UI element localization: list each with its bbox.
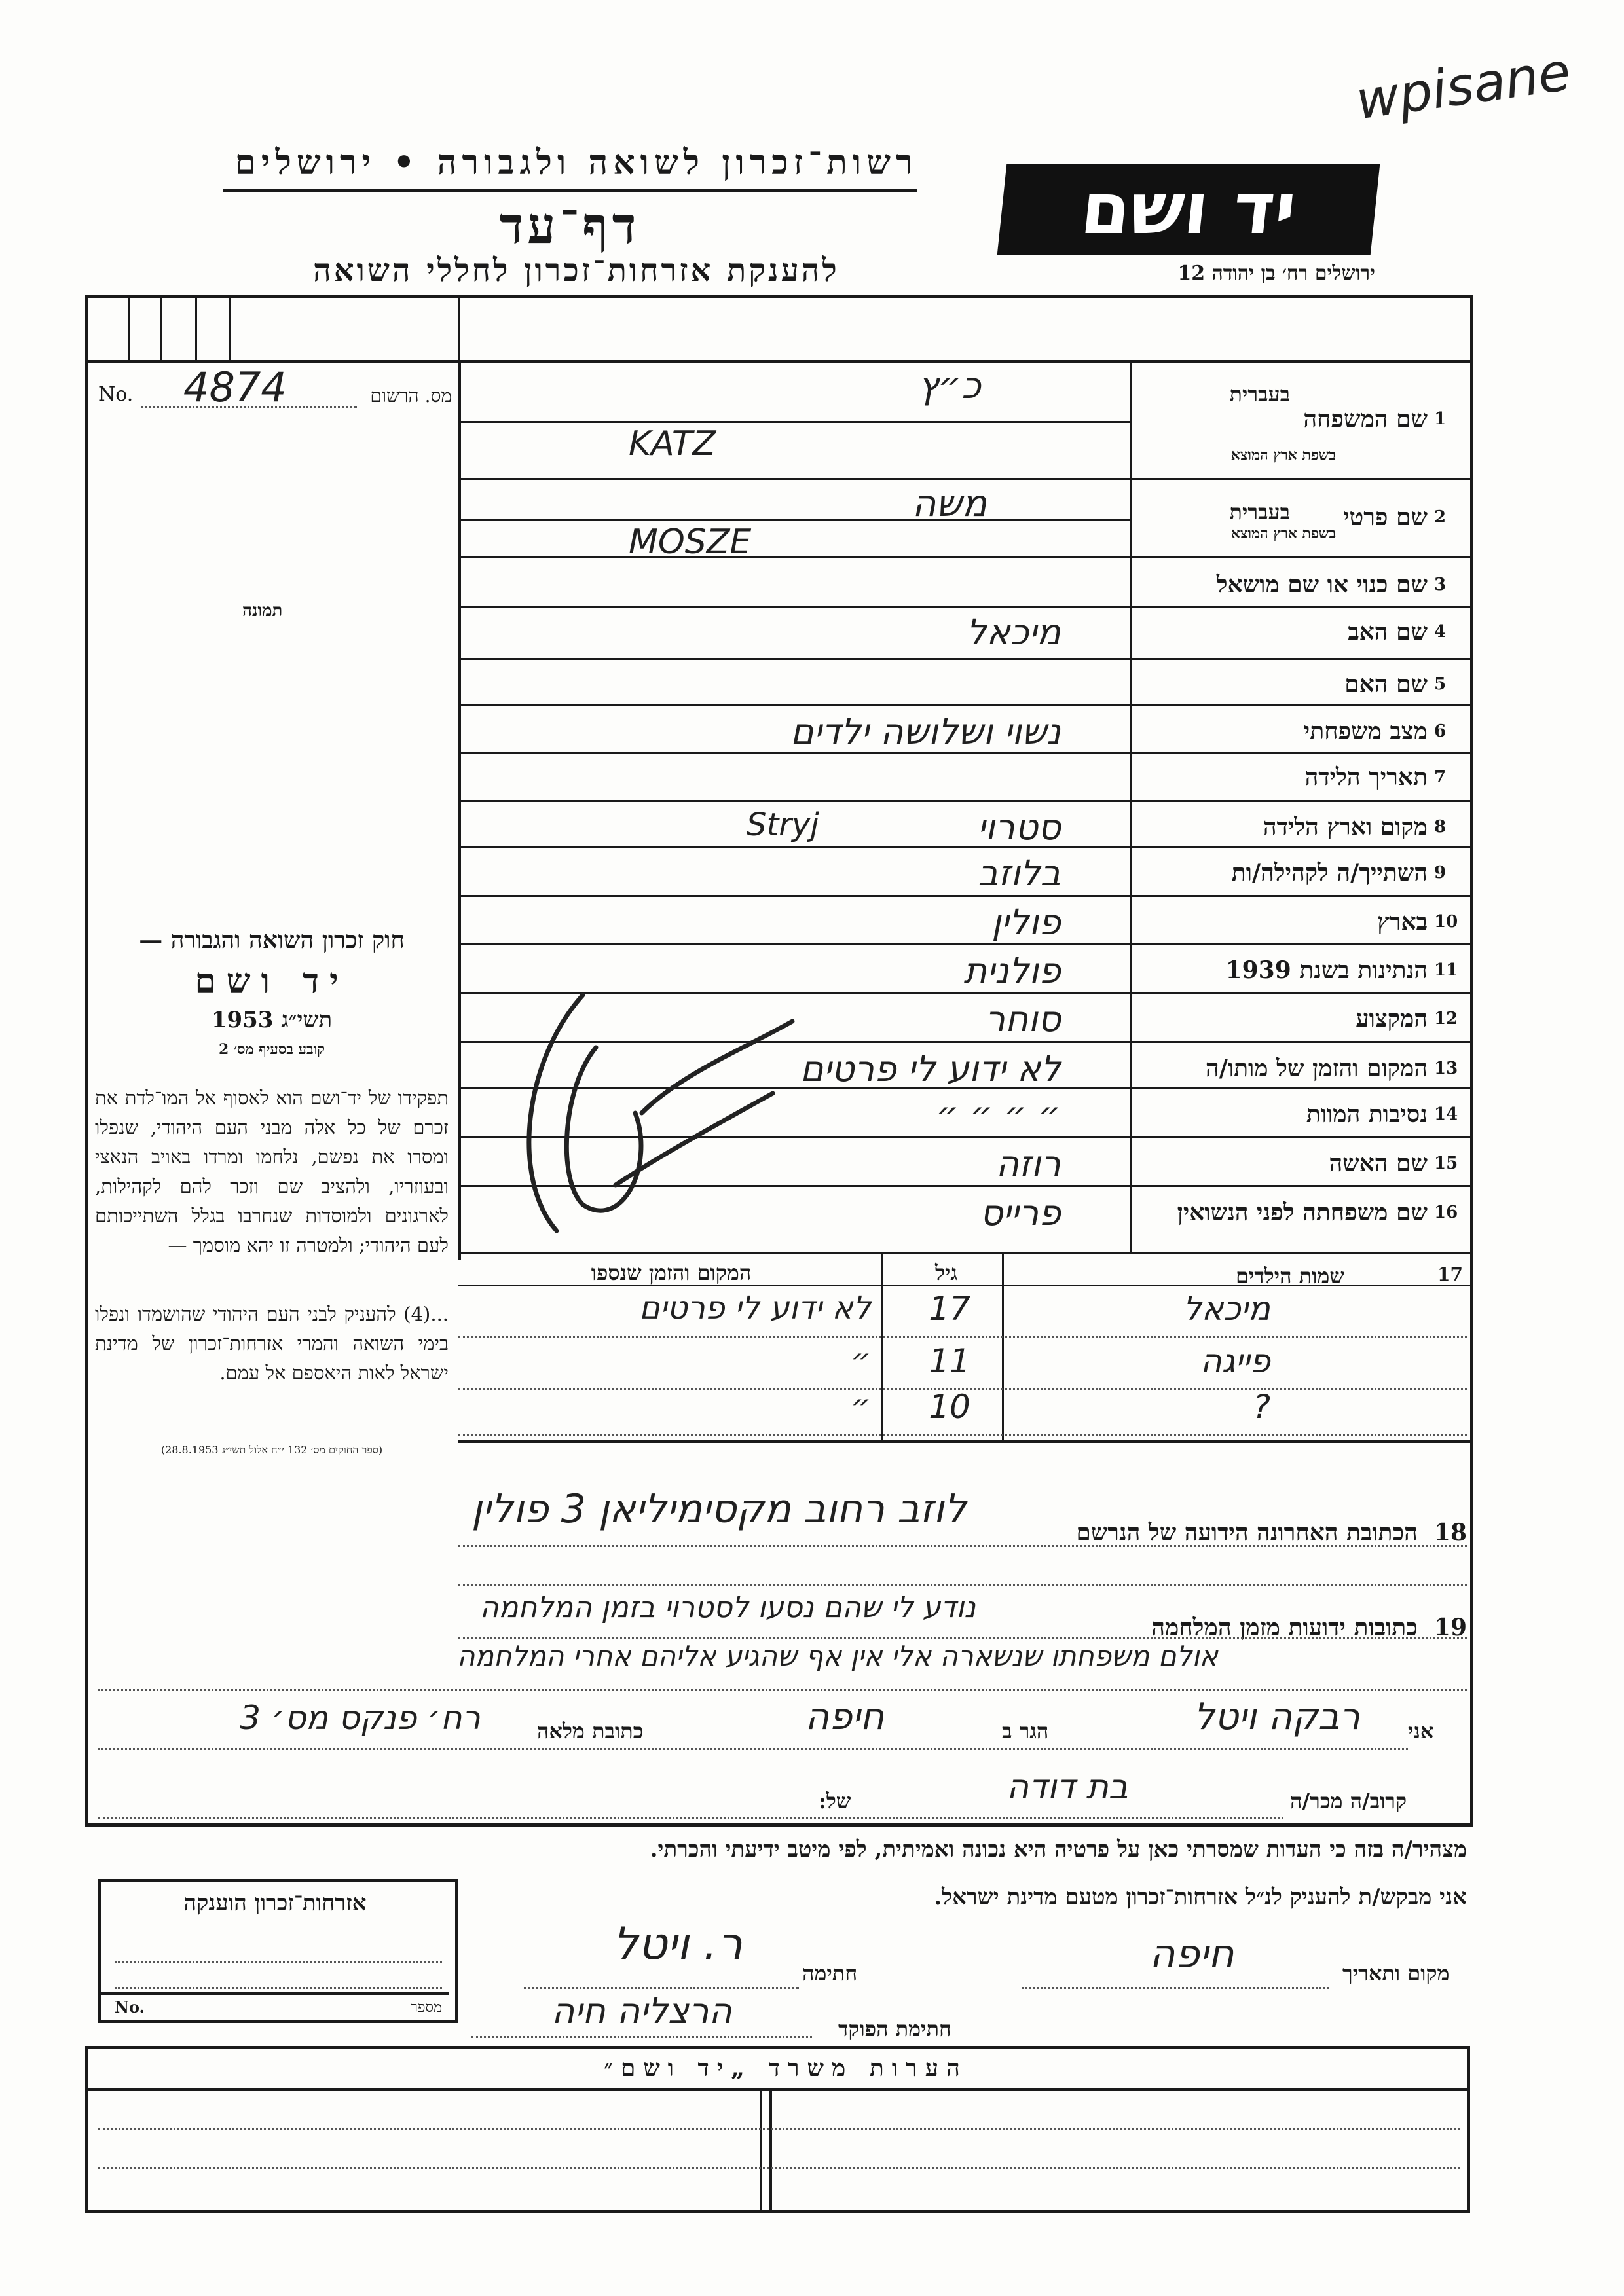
field-num-5: 5 <box>1434 674 1447 694</box>
child-row-divider <box>458 1434 1467 1436</box>
authority-title: רשות־זכרון לשואה ולגבורה • ירושלים <box>234 143 918 183</box>
decl-place-date-label: מקום ותאריך <box>1342 1961 1450 1986</box>
field-row-divider <box>458 800 1470 802</box>
law-title: חוק זכרון השואה והגבורה — <box>139 926 405 954</box>
field-sub-hebrew-2: בעברית <box>1229 500 1290 524</box>
citizenship-no-label: No. <box>115 1997 145 2016</box>
field-value-4: מיכאל <box>966 611 1061 653</box>
children-col-place: המקום והזמן שנספו <box>591 1260 752 1285</box>
child-name: ? <box>1253 1388 1270 1426</box>
field-label-13: המקום והזמן של מותו/ה <box>1206 1055 1428 1082</box>
decl-officer-label: חתימת הפוקד <box>838 2016 951 2041</box>
child-name: מיכאל <box>1183 1290 1270 1328</box>
field-value-16: פרייס <box>980 1192 1061 1233</box>
field-label-6: מצב משפחתי <box>1303 718 1428 745</box>
law-year: תשי״ג 1953 <box>211 1007 333 1033</box>
field-num-16: 16 <box>1434 1203 1458 1222</box>
row-18-num: 18 <box>1433 1519 1467 1546</box>
field-num-11: 11 <box>1434 960 1458 980</box>
field-value-hebrew-1: כ״ץ <box>918 365 981 407</box>
field-label-16: שם משפחתה לפני הנשואין <box>1177 1199 1428 1226</box>
citizenship-number-label: מספר <box>411 1999 442 2016</box>
field-value-10: פולין <box>991 902 1061 943</box>
decl-statement-1: מצהיר/ה בזה כי העדות שמסרתי כאן על פרטיה היא נכונה ואמיתית, לפי מיטב ידיעתי והכרתי. <box>650 1836 1467 1863</box>
child-place: לא ידוע לי פרטים <box>639 1290 871 1326</box>
field-row-mid-divider <box>458 421 1130 423</box>
children-col-age: גיל <box>935 1260 957 1285</box>
field-sub-origin-2: בשפת ארץ המוצא <box>1230 525 1336 542</box>
child-age: 10 <box>929 1388 970 1426</box>
field-label-14: נסיבות המוות <box>1306 1101 1428 1128</box>
decl-place-date-value: חיפה <box>1149 1931 1234 1977</box>
field-label-12: המקצוע <box>1356 1005 1428 1032</box>
field-label-15: שם האשה <box>1329 1150 1428 1177</box>
field-num-8: 8 <box>1434 817 1447 837</box>
law-name: יד ושם <box>194 961 349 1001</box>
field-sub-origin-1: בשפת ארץ המוצא <box>1230 446 1336 464</box>
field-label-9: השתייך/ה לקהילה/ות <box>1231 859 1428 886</box>
field-num-12: 12 <box>1434 1009 1458 1029</box>
decl-relative-label: קרוב/ה מכר/ה <box>1290 1789 1407 1813</box>
field-sub-hebrew-1: בעברית <box>1229 382 1290 407</box>
citizenship-title: אזרחות־זכרון הוענקה <box>183 1890 367 1916</box>
law-paragraph-1: תפקידו של יד־ושם הוא לאסוף אל המו־לדת את זכרם של כל אלה מבני העם היהודי, שנפלו ומסרו את נפשם, נלחמו ומרדו באויב הנאצי ובעוזריו, ולהציב שם וזכר להם לקהילות, לארגונים ולמוסדות שנחרבו בגלל השתייכותם לעם היהודי; ולמטרה זו יהא מוסמך — <box>95 1087 449 1256</box>
field-value-12: סוחר <box>985 998 1061 1040</box>
field-value-8: סטרוי <box>977 807 1061 848</box>
row-19-label: כתובות ידועות מזמן המלחמה <box>1151 1614 1418 1641</box>
child-place: ״ <box>851 1388 871 1425</box>
field-label-10: בארץ <box>1377 908 1428 936</box>
field-num-1: 1 <box>1434 409 1447 429</box>
field-row-divider <box>458 704 1470 706</box>
field-label-7: תאריך הלידה <box>1304 763 1428 791</box>
form-title: דף־עד <box>499 196 640 255</box>
field-label-8: מקום וארץ הלידה <box>1263 813 1428 841</box>
field-value-15: רוזה <box>995 1143 1061 1184</box>
address-value-19b: אולם משפחתו שנשארה אלי אין אף שהגיע אליהם אחרי המלחמה <box>457 1640 1218 1672</box>
top-handwritten-note: wpisane <box>1352 41 1574 132</box>
field-label-3: שם כנוי או שם מושאל <box>1216 571 1428 598</box>
field-value-origin-2: MOSZE <box>629 522 752 562</box>
field-label-2: שם פרטי <box>1343 503 1428 531</box>
office-remarks-title: הערות משרד „יד ושם״ <box>604 2054 968 2082</box>
decl-address-label: כתובת מלאה <box>537 1719 644 1743</box>
decl-i-label: אני <box>1408 1719 1434 1743</box>
field-value-11: פולנית <box>963 950 1061 991</box>
field-value-6: נשוי ושלושה ילדים <box>790 711 1061 752</box>
field-value-hebrew-2: משה <box>912 483 987 525</box>
yad-vashem-logo <box>997 164 1380 255</box>
field-num-7: 7 <box>1434 767 1447 787</box>
field-label-1: שם המשפחה <box>1303 405 1428 433</box>
field-row-divider <box>458 478 1470 480</box>
law-paragraph-2: ...(4) להעניק לבני העם היהודי שהושמדו ונפלו בימי השואה והמרי אזרחות־זכרון של מדינת ישראל לאות היאספם אל עמם. <box>95 1303 449 1384</box>
children-col-names: שמות הילדים <box>1236 1264 1344 1288</box>
row-19-num: 19 <box>1433 1614 1467 1641</box>
decl-resides-value: חיפה <box>805 1696 885 1738</box>
address-line: ירושלים רח׳ בן יהודה 12 <box>1177 262 1375 285</box>
field-value-9: בלוזב <box>978 852 1061 894</box>
field-num-2: 2 <box>1434 507 1447 527</box>
field-num-4: 4 <box>1434 622 1447 642</box>
reg-label: מס. הרשום <box>370 385 452 407</box>
child-row-divider <box>458 1336 1467 1338</box>
field-num-10: 10 <box>1434 912 1458 932</box>
address-value-19a: נודע לי שהם נסעו לסטרוי בזמן המלחמה <box>479 1591 976 1624</box>
photo-label: תמונה <box>242 601 283 621</box>
law-footnote: (ספר החוקים מס׳ 132 י״ח אלול תשי״ג 28.8.1953) <box>160 1444 383 1456</box>
reg-no-label: No. <box>98 383 134 406</box>
children-num: 17 <box>1437 1264 1463 1285</box>
field-label-4: שם האב <box>1348 618 1428 646</box>
field-row-divider <box>458 606 1470 608</box>
citizenship-box <box>98 1879 458 2023</box>
child-age: 17 <box>929 1290 970 1328</box>
field-value-14: ״ ״ ״ ״ <box>936 1094 1061 1135</box>
signature-scrawl <box>485 969 825 1257</box>
address-label-18 <box>950 1519 1467 1546</box>
decl-signature-value: ר. ויטל <box>612 1918 743 1970</box>
child-name: פייגה <box>1200 1342 1270 1380</box>
field-row-divider <box>458 658 1470 660</box>
field-label-11: הנתינות בשנת 1939 <box>1225 957 1428 984</box>
form-subtitle: להענקת אזרחות־זכרון לחללי השואה <box>313 252 840 289</box>
address-value-18: לוזב רחוב מקסימיליאן 3 פולין <box>471 1486 967 1532</box>
decl-statement-2: אני מבקש/ת להעניק לנ״ל אזרחות־זכרון מטעם מדינת ישראל. <box>934 1884 1467 1910</box>
decl-i-value: רבקה ויטל <box>1193 1696 1361 1738</box>
decl-of-label: של: <box>819 1789 851 1813</box>
field-num-3: 3 <box>1434 575 1447 594</box>
field-num-14: 14 <box>1434 1104 1458 1124</box>
logo-text: יד ושם <box>1077 168 1301 250</box>
field-num-9: 9 <box>1434 863 1447 883</box>
decl-resides-label: הגר ב <box>1002 1719 1049 1743</box>
field-value-13: לא ידוע לי פרטים <box>800 1048 1061 1089</box>
reg-no-value: 4874 <box>183 363 287 411</box>
field-num-13: 13 <box>1434 1059 1458 1078</box>
child-place: ״ <box>851 1342 871 1379</box>
field-row-divider <box>458 943 1470 945</box>
decl-officer-value: הרצליה חיה <box>551 1990 732 2032</box>
decl-address-value: רח׳ פנקס מס׳ 3 <box>240 1699 481 1737</box>
field-num-15: 15 <box>1434 1154 1458 1173</box>
decl-relative-value: בת דודה <box>1006 1768 1128 1807</box>
law-section: קובע בסעיף מס׳ 2 <box>218 1041 325 1058</box>
field-num-6: 6 <box>1434 721 1447 741</box>
field-label-5: שם האם <box>1344 670 1428 698</box>
row-18-label: הכתובת האחרונה הידועה של הנרשם <box>1076 1519 1418 1546</box>
child-age: 11 <box>929 1342 970 1380</box>
field-row-divider <box>458 556 1470 558</box>
field-row-divider <box>458 895 1470 897</box>
field-value-latin-8: Stryj <box>747 807 819 843</box>
decl-signature-label: חתימה <box>802 1961 858 1986</box>
field-value-origin-1: KATZ <box>629 424 716 464</box>
